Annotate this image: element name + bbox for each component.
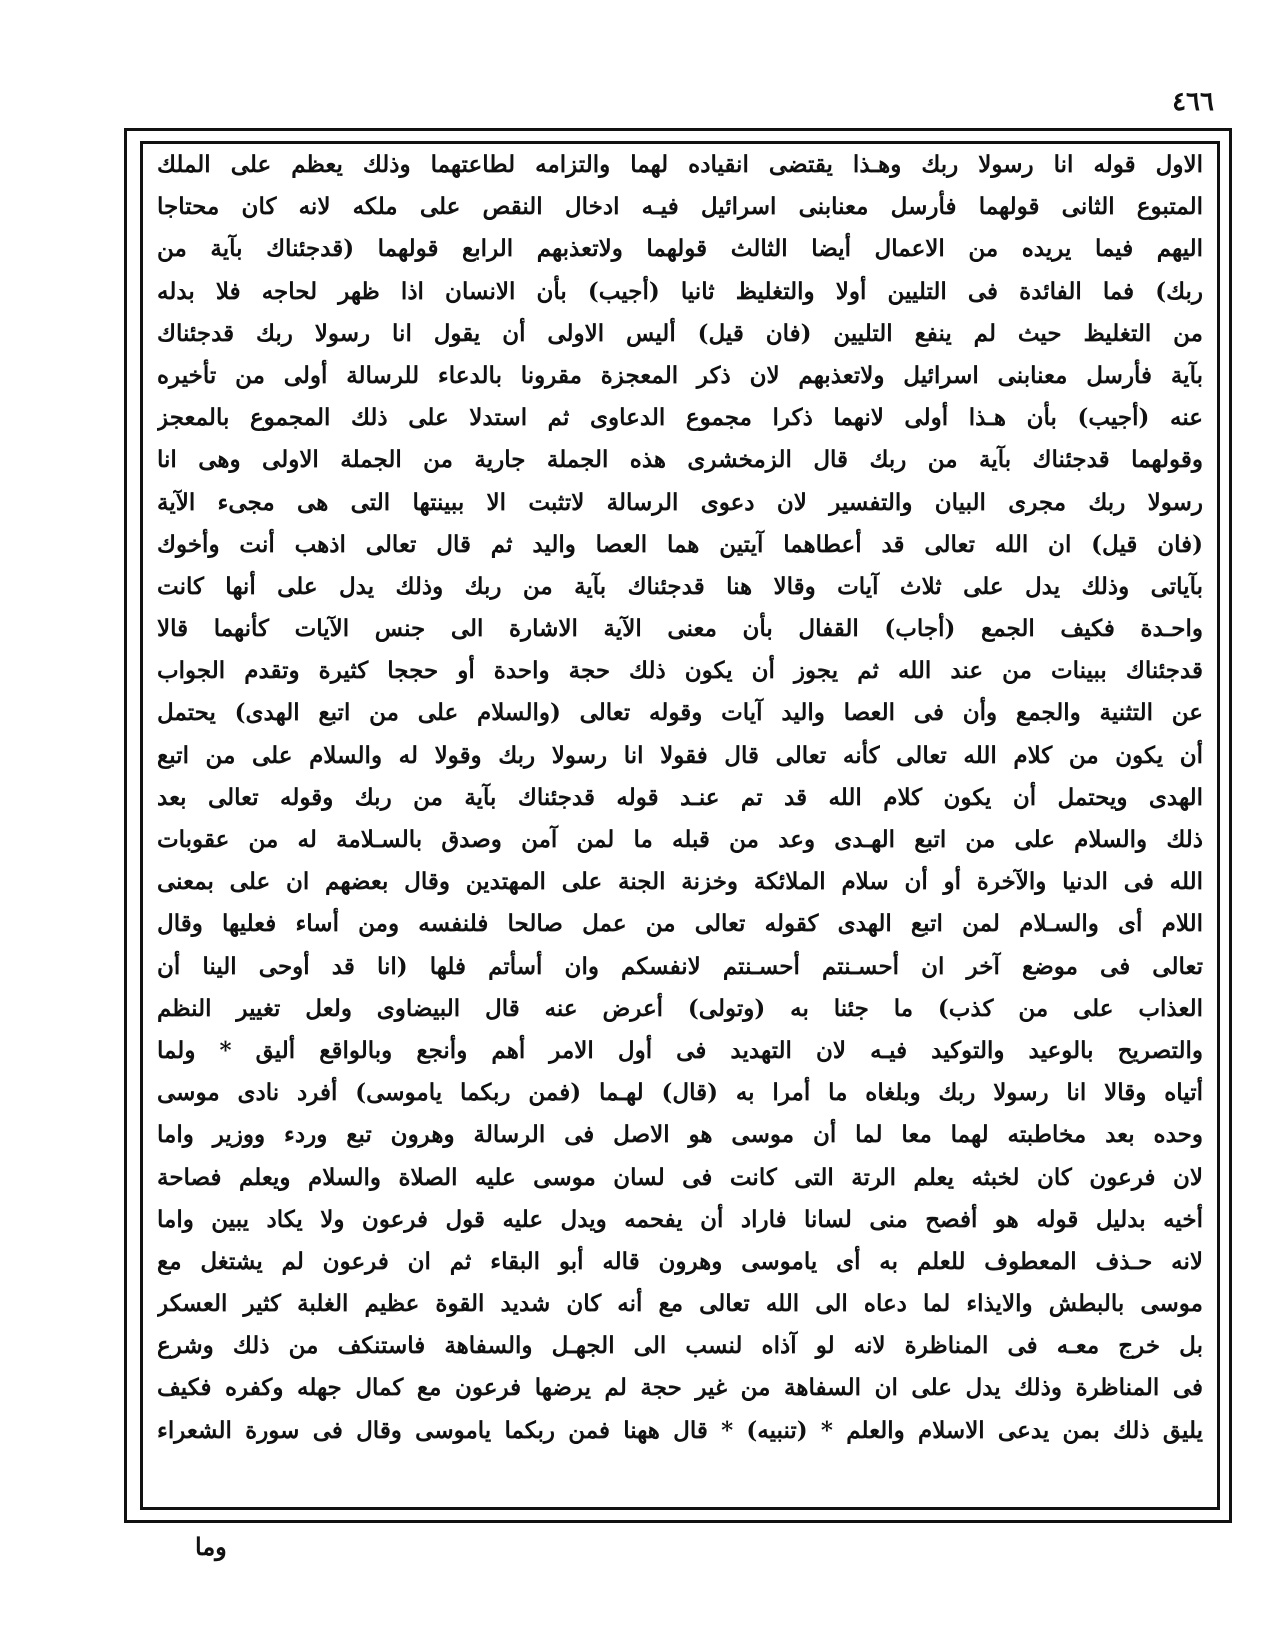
text-line: فى المناظرة وذلك يدل على ان السفاهة من غير حجة لم يرضها فرعون مع كمال جهله وكفره فكيف	[157, 1374, 1203, 1402]
text-line: قدجئناك ببينات من عند الله ثم يجوز أن يكون ذلك حجة واحدة أو حججا كثيرة وتقدم الجواب	[157, 657, 1203, 685]
text-line: اليهم فيما يريده من الاعمال أيضا الثالث قولهما ولاتعذبهم الرابع قولهما (قدجئناك بآية من	[157, 235, 1203, 263]
main-text	[157, 144, 1203, 1452]
text-line: واحـدة فكيف الجمع (أجاب) القفال بأن معنى الآية الاشارة الى جنس الآيات كأنهما قالا	[157, 615, 1203, 643]
text-line: وقولهما قدجئناك بآية من ربك قال الزمخشرى هذه الجملة جارية من الجملة الاولى وهى انا	[157, 446, 1203, 474]
text-line: بآية فأرسل معنابنى اسرائيل ولاتعذبهم لان ذكر المعجزة مقرونا بالدعاء للرسالة أولى من تأخيره	[157, 361, 1203, 389]
text-line: ربك) فما الفائدة فى التليين أولا والتغليظ ثانيا (أجيب) بأن الانسان اذا ظهر لحاجه فلا بدله	[157, 277, 1203, 305]
text-line: أتياه وقالا انا رسولا ربك وبلغاه ما أمرا به (قال) لهـما (فمن ربكما ياموسى) أفرد نادى موسى	[157, 1079, 1203, 1107]
catchword: وما	[195, 1532, 227, 1561]
text-line: تعالى فى موضع آخر ان أحسـنتم أحسـنتم لانفسكم وان أسأتم فلها (انا قد أوحى الينا أن	[157, 952, 1203, 980]
text-line: من التغليظ حيث لم ينفع التليين (فان قيل) أليس الاولى أن يقول انا رسولا ربك قدجئناك	[157, 319, 1203, 347]
text-line: لانه حـذف المعطوف للعلم به أى ياموسى وهرون قاله أبو البقاء ثم ان فرعون لم يشتغل مع	[157, 1247, 1203, 1275]
text-line: بآياتى وذلك يدل على ثلاث آيات وقالا هنا قدجئناك بآية من ربك وذلك يدل على أنها كانت	[157, 572, 1203, 600]
text-line: والتصريح بالوعيد والتوكيد فيـه لان التهديد فى أول الامر أهم وأنجع وبالواقع أليق * ولما	[157, 1036, 1203, 1064]
text-line: ذلك والسلام على من اتبع الهـدى وعد من قبله ما لمن آمن وصدق بالسـلامة له من عقوبات	[157, 826, 1203, 853]
text-line: المتبوع الثانى قولهما فأرسل معنابنى اسرائيل فيـه ادخال النقص على ملكه لانه كان محتاجا	[157, 193, 1203, 221]
text-line: وحده بعد مخاطبته لهما معا لما أن موسى هو الاصل فى الرسالة وهرون تبع وردء ووزير واما	[157, 1121, 1203, 1149]
text-line: رسولا ربك مجرى البيان والتفسير لان دعوى الرسالة لاتثبت الا ببينتها التى هى مجىء الآية	[157, 488, 1203, 516]
text-line: العذاب على من كذب) ما جئنا به (وتولى) أعرض عنه قال البيضاوى ولعل تغيير النظم	[157, 994, 1203, 1022]
text-line: الله فى الدنيا والآخرة أو أن سلام الملائكة وخزنة الجنة على المهتدين وقال بعضهم ان على بمعنى	[157, 868, 1203, 896]
text-frame	[140, 141, 1220, 1510]
text-line: أخيه بدليل قوله هو أفصح منى لسانا فاراد أن يفحمه ويدل عليه قول فرعون ولا يكاد يبين واما	[157, 1205, 1203, 1233]
page-number: ٤٦٦	[1172, 87, 1214, 117]
text-line: الهدى ويحتمل أن يكون كلام الله قد تم عنـد قوله قدجئناك بآية من ربك وقوله تعالى بعد	[157, 783, 1203, 811]
text-line: اللام أى والسـلام لمن اتبع الهدى كقوله تعالى من عمل صالحا فلنفسه ومن أساء فعليها وقال	[157, 910, 1203, 938]
text-line: موسى بالبطش والايذاء لما دعاه الى الله تعالى مع أنه كان شديد القوة عظيم الغلبة كثير العسكر	[157, 1290, 1203, 1318]
text-line: عن التثنية والجمع وأن فى العصا واليد آيات وقوله تعالى (والسلام على من اتبع الهدى) يحتمل	[157, 699, 1203, 727]
text-line: الاول قوله انا رسولا ربك وهـذا يقتضى انقياده لهما والتزامه لطاعتهما وذلك يعظم على الملك	[157, 151, 1203, 178]
text-line: (فان قيل) ان الله تعالى قد أعطاهما آيتين هما العصا واليد ثم قال تعالى اذهب أنت وأخوك	[157, 530, 1203, 558]
text-line: عنه (أجيب) بأن هـذا أولى لانهما ذكرا مجموع الدعاوى ثم استدلا على ذلك المجموع بالمعجز	[157, 404, 1203, 432]
text-line: بل خرج معـه فى المناظرة لانه لو آذاه لنسب الى الجهـل والسفاهة فاستنكف من ذلك وشرع	[157, 1332, 1203, 1360]
text-line: لان فرعون كان لخبثه يعلم الرتة التى كانت فى لسان موسى عليه الصلاة والسلام ويعلم فصاحة	[157, 1163, 1203, 1191]
text-line: يليق ذلك بمن يدعى الاسلام والعلم * (تنبيه) * قال ههنا فمن ربكما ياموسى وقال فى سورة الشعراء	[157, 1416, 1203, 1444]
text-line: أن يكون من كلام الله تعالى كأنه تعالى قال فقولا انا رسولا ربك وقولا له والسلام على من اتبع	[157, 741, 1203, 769]
